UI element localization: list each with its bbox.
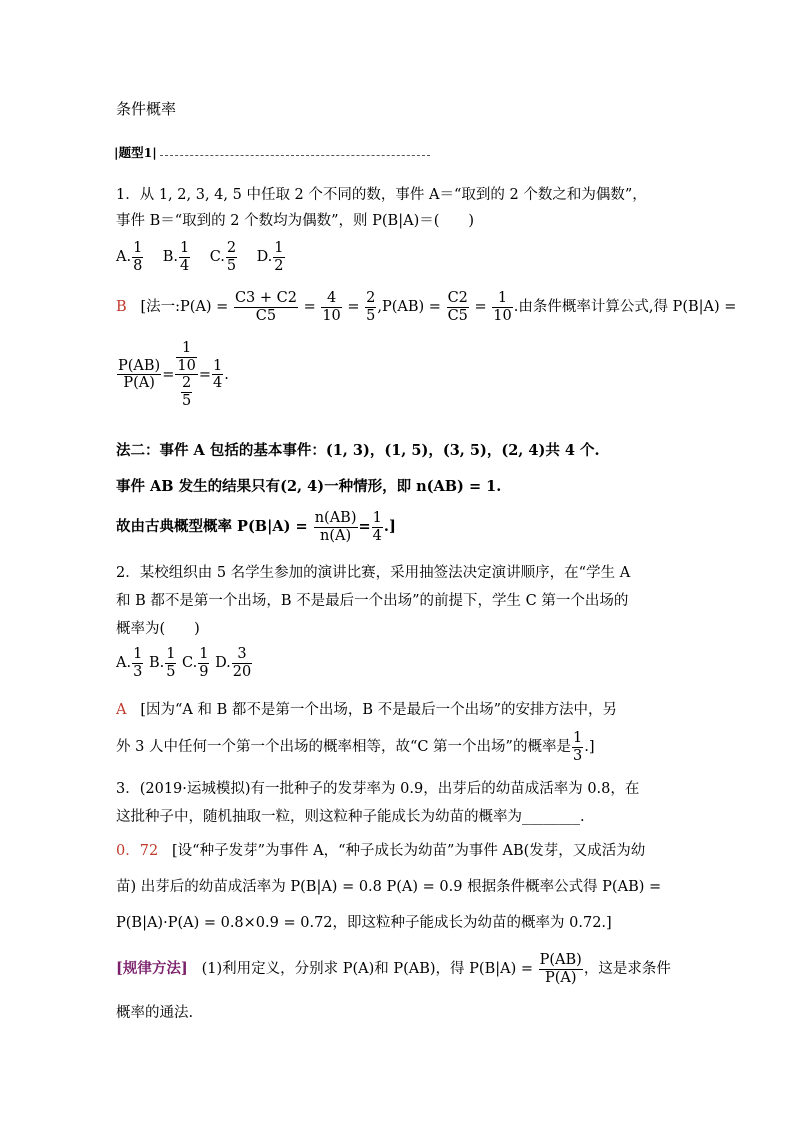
q3-line1: 3．(2019·运城模拟)有一批种子的发芽率为 0.9，出芽后的幼苗成活率为 0.8，在 (116, 781, 640, 797)
q1-frac-5: $\frac{1}{10}$ (493, 290, 512, 324)
q1-method2-line1: 法二：事件 A 包括的基本事件：(1, 3)，(1, 5)，(3, 5)，(2, 4)共 4 个. (116, 442, 600, 459)
q1-frac-4: $\frac{C2}{C5}$ (447, 290, 468, 324)
q2-sol-end: .] (584, 739, 595, 756)
q2-solution-line1 (116, 699, 617, 721)
q1-opt-c-fraction: $\frac{2}{5}$ (226, 240, 237, 274)
q3-sol1: [设“种子发芽”为事件 A，“种子成长为幼苗”为事件 AB(发芽，又成活为幼 (172, 843, 646, 859)
q2-sol-fraction: $\frac{1}{3}$ (572, 730, 583, 764)
q1-line2: 事件 B＝“取到的 2 个数均为偶数”，则 P(B|A)＝( ) (116, 213, 475, 229)
q1-opt-a-label: A. (116, 249, 132, 266)
period: . (224, 366, 229, 383)
method-summary-line1 (116, 952, 671, 986)
q1-opt-b-label: B. (162, 249, 179, 266)
q3-solution-line3: P(B|A)·P(A) = 0.8×0.9 = 0.72，即这粒种子能成长为幼苗的概率为 0.72.] (116, 915, 612, 931)
q1-options (116, 240, 286, 274)
q3-line2: 这批种子中，随机抽取一粒，则这粒种子能成长为幼苗的概率为________. (116, 809, 585, 825)
q2-opt-a-fraction: $\frac{1}{3}$ (133, 646, 143, 680)
q1-line1: 1．从 1, 2, 3, 4, 5 中任取 2 个不同的数，事件 A＝“取到的 2 个数之和为偶数”， (116, 187, 647, 203)
q1-pab-over-pa: $\frac{P(AB)}{P(A)}$ (118, 357, 161, 392)
q2-sol1: [因为“A 和 B 都不是第一个出场，B 不是最后一个出场”的安排方法中，另 (140, 702, 618, 718)
divider (160, 155, 430, 156)
method-tag: [规律方法] (116, 960, 188, 978)
q1-m2-result: $\frac{1}{4}$ (372, 510, 382, 544)
q2-answer: A (116, 702, 127, 718)
q1-m2-fraction: $\frac{n(AB)}{n(A)}$ (314, 510, 357, 544)
q1-opt-b-fraction: $\frac{1}{4}$ (180, 240, 190, 274)
section-title: 条件概率 (116, 100, 177, 118)
q1-complex-fraction: $\frac{\frac{1}{10}}{\frac{2}{5}}$ (177, 340, 196, 410)
q2-options (116, 646, 253, 680)
q1-frac-1: $\frac{C3 + C2}{C5}$ (234, 290, 297, 324)
q1-opt-a-fraction: $\frac{1}{8}$ (133, 240, 143, 274)
q1-frac-3: $\frac{2}{5}$ (366, 290, 376, 324)
equals-sign: = (198, 366, 211, 383)
type-tag-label: 题型1 (118, 145, 153, 160)
q1-method2-line2: 事件 AB 发生的结果只有(2, 4)一种情形，即 n(AB) = 1. (116, 478, 502, 495)
q3-solution-line2: 苗) 出芽后的幼苗成活率为 P(B|A) = 0.8 P(A) = 0.9 根据条件概率公式得 P(AB) = (116, 879, 662, 895)
equals-sign: = (303, 299, 316, 316)
q1-sol-end: .由条件概率计算公式,得 P(B|A) = (513, 299, 737, 316)
q3-solution-line1 (116, 840, 645, 862)
q1-pab: ,P(AB) = (377, 299, 441, 316)
equals-sign: = (358, 518, 371, 536)
q2-line1: 2．某校组织由 5 名学生参加的演讲比赛，采用抽签法决定演讲顺序，在“学生 A (116, 565, 631, 581)
method-text1: (1)利用定义，分别求 P(A)和 P(AB)，得 P(B|A) = (201, 961, 534, 978)
q2-opt-c-fraction: $\frac{1}{9}$ (199, 646, 209, 680)
q2-sol2: 外 3 人中任何一个第一个出场的概率相等，故“C 第一个出场”的概率是 (116, 739, 571, 756)
q2-opt-d-label: D. (215, 655, 231, 672)
q1-sol-start: [法一:P(A) = (140, 299, 229, 316)
q1-m2-end: .] (383, 518, 396, 536)
equals-sign: = (474, 299, 487, 316)
q2-line3: 概率为( ) (116, 621, 200, 637)
q2-solution-line2 (116, 730, 595, 764)
q1-method2-line3 (116, 510, 396, 544)
equals-sign: = (162, 366, 175, 383)
q1-m2-pre: 故由古典概型概率 P(B|A) = (116, 518, 308, 536)
method-fraction: $\frac{P(AB)}{P(A)}$ (539, 952, 582, 986)
equals-sign: = (347, 299, 360, 316)
q1-answer: B (116, 299, 127, 316)
q2-opt-b-label: B. (148, 655, 165, 672)
q3-answer: 0．72 (116, 843, 159, 859)
q2-opt-d-fraction: $\frac{3}{20}$ (232, 646, 252, 680)
type-tag: |题型1| (114, 145, 157, 160)
q1-solution-line1 (116, 290, 736, 324)
q2-opt-b-fraction: $\frac{1}{5}$ (166, 646, 176, 680)
method-summary-line2: 概率的通法. (116, 1005, 194, 1021)
q1-opt-d-fraction: $\frac{1}{2}$ (274, 240, 284, 274)
method-text2: ，这是求条件 (583, 961, 671, 978)
q2-opt-c-label: C. (182, 655, 198, 672)
q1-opt-d-label: D. (256, 249, 273, 266)
q2-line2: 和 B 都不是第一个出场，B 不是最后一个出场”的前提下，学生 C 第一个出场的 (116, 593, 629, 609)
q1-compound-formula (116, 340, 229, 410)
q1-opt-c-label: C. (209, 249, 225, 266)
q1-frac-2: $\frac{4}{10}$ (322, 290, 341, 324)
q1-result-fraction: $\frac{1}{4}$ (212, 357, 223, 392)
q2-opt-a-label: A. (116, 655, 132, 672)
